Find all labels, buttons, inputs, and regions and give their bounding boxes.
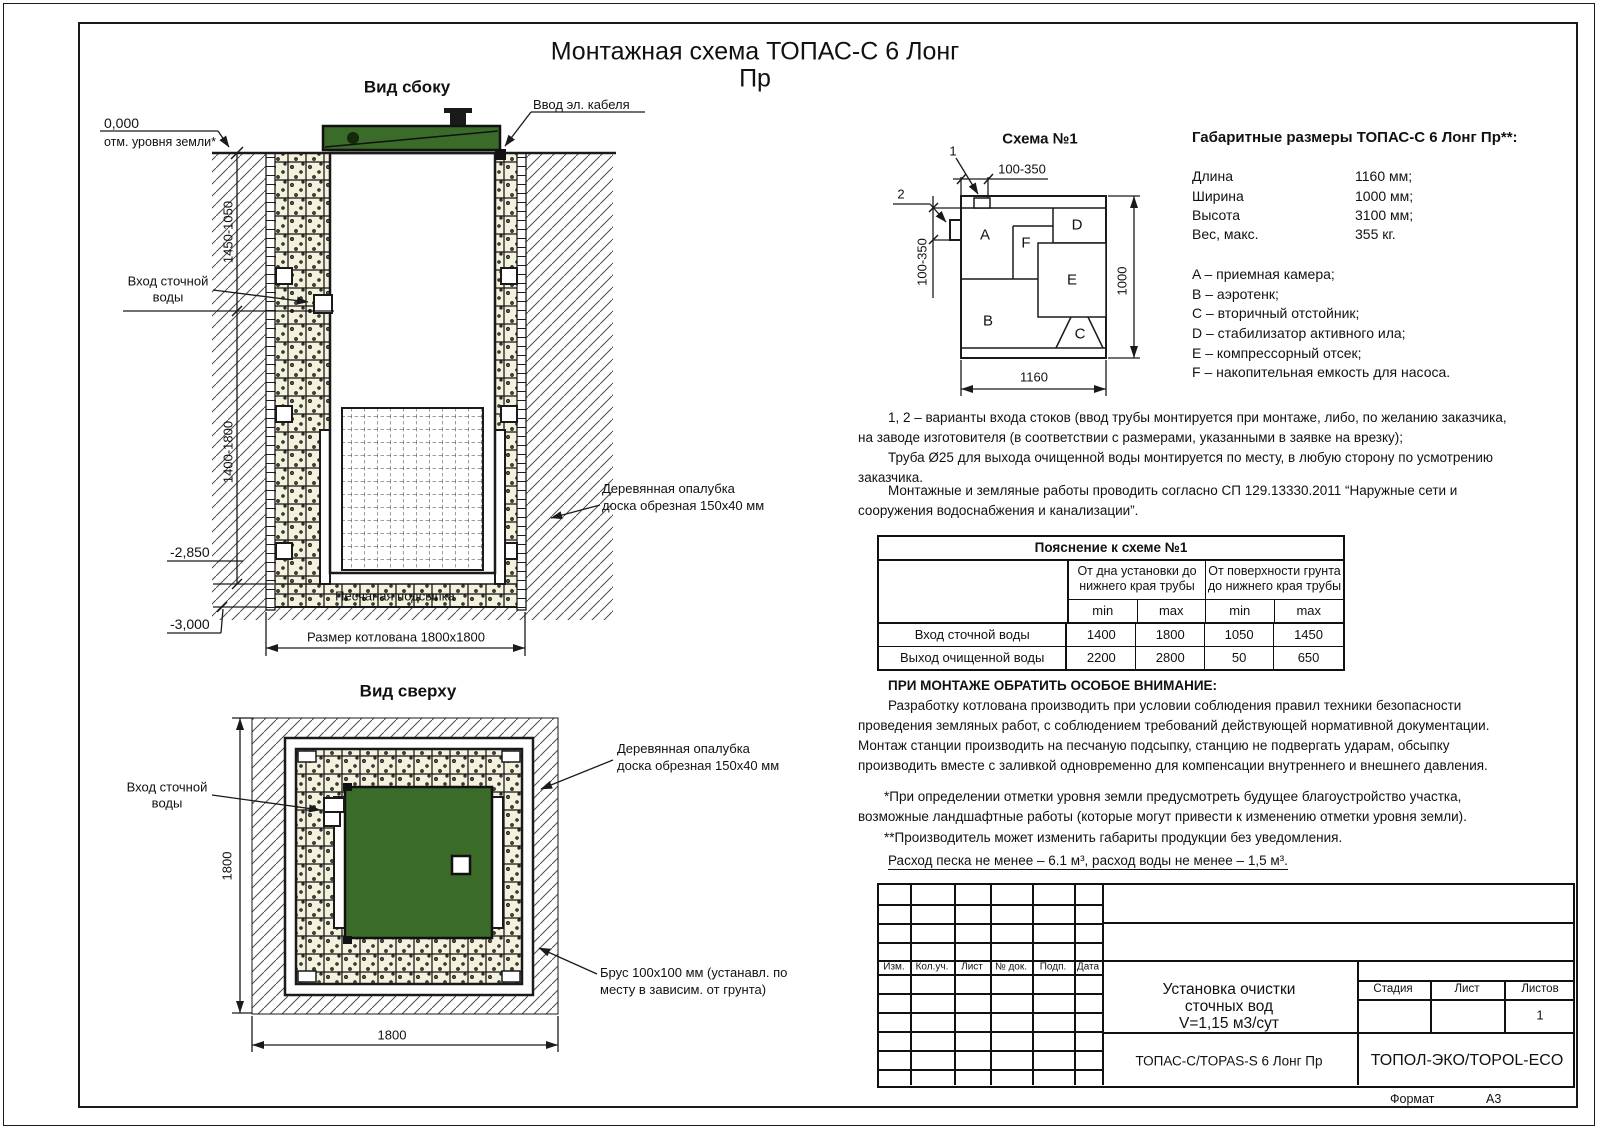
spec-value-length: 1160 мм;: [1355, 168, 1413, 184]
rev-header-ndok: № док.: [994, 961, 1028, 973]
note-outlet-pipe: Труба Ø25 для выхода очищенной воды монтируется по месту, в любую сторону по усмотрению заказчика.: [858, 450, 1494, 485]
top-view-drawing: [212, 718, 613, 1052]
top-dim-horizontal: 1800: [377, 1027, 407, 1043]
rev-header-izm: Изм.: [883, 961, 905, 973]
schema1-dim-width: 1160: [1020, 369, 1048, 385]
table-row: [879, 647, 1343, 669]
formwork-label-line2: доска обрезная 150х40 мм: [602, 498, 765, 513]
beam-label-line1: Брус 100х100 мм (устанавл. по: [600, 965, 788, 980]
cell-outlet-max1: 2800: [1136, 647, 1205, 669]
schema1-marker-1: 1: [949, 143, 957, 159]
explanation-table: [877, 535, 1345, 671]
cell-inlet-min1: 1400: [1067, 624, 1136, 646]
compartment-f: F: [1021, 234, 1031, 252]
side-view-drawing: [100, 108, 645, 656]
explanation-table-corner: [879, 561, 1069, 622]
col-min-2: min: [1206, 600, 1275, 622]
cell-outlet-max2: 650: [1297, 650, 1320, 665]
col-max-2: max: [1296, 603, 1322, 618]
format-value: А3: [1486, 1092, 1502, 1106]
schema1-dim-left: 100-350: [914, 238, 930, 286]
sheets-value: 1: [1536, 1007, 1544, 1023]
schema1-marker-2: 2: [897, 186, 905, 202]
compartment-e: E: [1066, 271, 1078, 289]
legend-item-e: E – компрессорный отсек;: [1192, 345, 1362, 361]
title-block: [877, 883, 1575, 1088]
col-group-from-surface: От поверхности грунта до нижнего края трубы: [1207, 564, 1342, 593]
rev-header-koluch: Кол.уч.: [915, 961, 949, 973]
specs-heading: Габаритные размеры ТОПАС-С 6 Лонг Пр**:: [1192, 129, 1518, 146]
beam-label-line2: месту в зависим. от грунта): [600, 982, 767, 997]
spec-label-height: Высота: [1192, 207, 1241, 223]
legend-item-c: C – вторичный отстойник;: [1192, 305, 1360, 321]
schema1-dim-height: 1000: [1114, 266, 1130, 296]
rev-header-list: Лист: [961, 961, 983, 973]
sand-bed-label: Песчаная подсыпка: [335, 588, 455, 604]
top-dim-vertical: 1800: [219, 851, 235, 881]
top-formwork-label-line1: Деревянная опалубка: [617, 741, 750, 756]
company-name: ТОПОЛ-ЭКО/TOPOL-ECO: [1370, 1052, 1564, 1069]
attention-body: Разработку котлована производить при условии соблюдения правил техники безопасности проведения земляных работ, с соблюдением требований действующей нормативной документации. Монтаж станции производить на песчаную подсыпку, станцию не подвергать ударам, обсыпку производить вместе с заливкой одновременно для компенсации внутреннего и внешнего давления.: [858, 698, 1490, 773]
doc-title-line1: Установка очистки: [1162, 981, 1296, 998]
legend-item-f: F – накопительная емкость для насоса.: [1192, 364, 1451, 380]
top-view-title: Вид сверху: [359, 681, 457, 701]
dim-lower-depth: 1400-1800: [220, 420, 236, 484]
cell-inlet-max2: 1450: [1294, 627, 1323, 642]
legend-item-d: D – стабилизатор активного ила;: [1192, 325, 1406, 341]
side-view-title: Вид сбоку: [363, 77, 451, 97]
doc-title-line2: сточных вод: [1184, 998, 1274, 1015]
footnote-ground-level: *При определении отметки уровня земли предусмотреть будущее благоустройство участка, возможные ландшафтные работы (которые могут привести к изменению отметки уровня земли).: [858, 789, 1467, 824]
top-formwork-label-line2: доска обрезная 150х40 мм: [617, 758, 780, 773]
col-min-1: min: [1069, 600, 1138, 622]
legend-item-b: B – аэротенк;: [1192, 286, 1279, 302]
rev-header-podp: Подп.: [1039, 961, 1067, 973]
cable-entry-label: Ввод эл. кабеля: [533, 97, 630, 112]
row-label-outlet: Выход очищенной воды: [879, 647, 1067, 669]
formwork-label-line1: Деревянная опалубка: [602, 481, 735, 496]
level-bottom-label: -3,000: [170, 616, 210, 632]
model-designation: ТОПАС-С/TOPAS-S 6 Лонг Пр: [1135, 1053, 1323, 1069]
cell-inlet-min2: 1050: [1205, 624, 1274, 646]
page-title-line2: Пр: [739, 64, 771, 93]
top-inlet-label-line1: Вход сточной: [126, 779, 208, 795]
stage-header: Стадия: [1373, 983, 1413, 995]
format-label: Формат: [1390, 1092, 1435, 1106]
sheets-header: Листов: [1521, 983, 1559, 995]
compartment-d: D: [1071, 216, 1083, 234]
spec-value-weight: 355 кг.: [1355, 226, 1396, 242]
pit-size-dim: Размер котлована 1800х1800: [306, 629, 486, 645]
spec-value-height: 3100 мм;: [1355, 207, 1414, 223]
cell-inlet-max1: 1800: [1136, 624, 1205, 646]
sheet-header: Лист: [1454, 983, 1480, 995]
top-inlet-label-line2: воды: [151, 795, 183, 811]
col-max-1: max: [1138, 600, 1207, 622]
footnote-manufacturer: **Производитель может изменить габариты продукции без уведомления.: [884, 830, 1343, 845]
attention-heading: ПРИ МОНТАЖЕ ОБРАТИТЬ ОСОБОЕ ВНИМАНИЕ:: [888, 678, 1218, 693]
doc-title-line3: V=1,15 м3/сут: [1178, 1015, 1280, 1032]
inlet-label-line2: воды: [152, 289, 184, 305]
col-group-from-bottom: От дна установки до нижнего края трубы: [1069, 561, 1206, 599]
note-regulations: Монтажные и земляные работы проводить согласно СП 129.13330.2011 “Наружные сети и сооружения водоснабжения и канализации”.: [858, 483, 1458, 518]
table-row: [879, 624, 1343, 647]
rev-header-data: Дата: [1076, 961, 1100, 973]
inlet-label-line1: Вход сточной: [127, 273, 209, 289]
compartment-a: A: [979, 226, 991, 244]
note-inlet-variants: 1, 2 – варианты входа стоков (ввод трубы монтируется при монтаже, либо, по желанию заказчика, на заводе изготовителя (в соответствии с размерами, указанными в заявке на врезку);: [858, 410, 1507, 445]
zero-level-label: 0,000: [104, 115, 140, 131]
row-label-inlet: Вход сточной воды: [879, 624, 1067, 646]
schema1-title: Схема №1: [1002, 130, 1078, 148]
consumption-note: Расход песка не менее – 6.1 м³, расход воды не менее – 1,5 м³.: [888, 853, 1288, 868]
spec-label-weight: Вес, макс.: [1192, 226, 1259, 242]
compartment-b: B: [982, 312, 994, 330]
explanation-table-title: Пояснение к схеме №1: [879, 537, 1343, 561]
level-sand-label: -2,850: [170, 544, 210, 560]
dim-upper-depth: 1450-1050: [220, 200, 236, 264]
schema1-drawing: [893, 158, 1140, 396]
legend-item-a: A – приемная камера;: [1192, 266, 1335, 282]
spec-label-width: Ширина: [1192, 188, 1244, 204]
schema1-dim-top: 100-350: [998, 161, 1046, 177]
cell-outlet-min1: 2200: [1067, 647, 1136, 669]
spec-value-width: 1000 мм;: [1355, 188, 1414, 204]
cell-outlet-min2: 50: [1205, 647, 1274, 669]
page-title-line1: Монтажная схема ТОПАС-С 6 Лонг: [550, 37, 960, 66]
spec-label-length: Длина: [1192, 168, 1233, 184]
compartment-c: C: [1074, 325, 1086, 343]
ground-level-note: отм. уровня земли*: [104, 135, 217, 149]
